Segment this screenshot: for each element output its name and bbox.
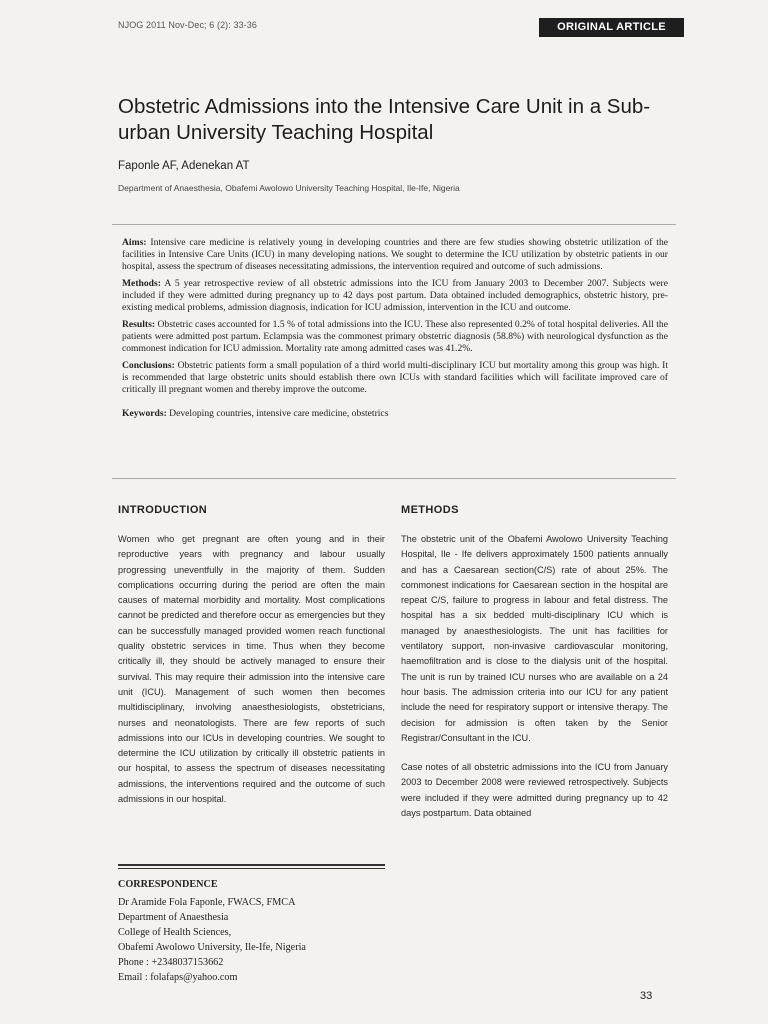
- correspondence-heading: CORRESPONDENCE: [118, 879, 218, 890]
- correspondence-university: Obafemi Awolowo University, Ile-Ife, Nigeria: [118, 942, 306, 953]
- abstract-methods-text: A 5 year retrospective review of all obstetric admissions into the ICU from January 2003 to December 2007. Subjects were included if they were admitted during pregnancy up to 42 days post partum. Data obtained included demographics, obstetric history, pre-existing medical problems, admission diagnosis, indication for ICU admission, intervention in the ICU and outcome.: [122, 278, 668, 313]
- abstract-aims-text: Intensive care medicine is relatively young in developing countries and there are few studies showing obstetric utilization of the facilities in Intensive Care Units (ICU) in many developing nations. We sought to determine the ICU utilization by obstetric patients in our hospital, assess the spectrum of diseases necessitating admissions, the intervention required and outcome of such admissions.: [122, 237, 669, 272]
- abstract-keywords-text: Developing countries, intensive care medicine, obstetrics: [169, 408, 389, 419]
- abstract-keywords: [122, 408, 668, 420]
- abstract-aims: [122, 237, 668, 273]
- abstract-methods: [122, 278, 668, 314]
- article-type-badge: ORIGINAL ARTICLE: [539, 18, 684, 37]
- correspondence-divider-thin: [118, 868, 385, 869]
- introduction-section: [118, 504, 385, 821]
- affiliation: Department of Anaesthesia, Obafemi Awolowo University Teaching Hospital, Ile-Ife, Nigeria: [118, 183, 460, 193]
- introduction-heading: INTRODUCTION: [118, 504, 208, 516]
- correspondence-department: Department of Anaesthesia: [118, 912, 229, 923]
- abstract-keywords-label: Keywords:: [122, 408, 167, 419]
- methods-section: [401, 504, 668, 835]
- correspondence-college: College of Health Sciences,: [118, 927, 232, 938]
- abstract-conclusions-label: Conclusions:: [122, 360, 175, 371]
- methods-paragraph-1: The obstetric unit of the Obafemi Awolowo University Teaching Hospital, Ile - Ife delivers approximately 1500 patients annually and has a Caesarean section(C/S) rate of about 25%. The commonest indications for Caesarean section in the hospital are repeat C/S, failure to progress in labour and fetal distress. The hospital has a six bedded multi-disciplinary ICU which is managed by anaesthesiologists. The unit has facilities for ventilatory support, non-invasive cardiovascular monitoring, haemofiltration and is close to the dialysis unit of the hospital. The unit is run by trained ICU nurses who are available on a 24 hour basis. The admission criteria into our ICU for any patient include the need for respiratory support or intensive therapy. The decision for admission is often taken by the Senior Registrar/Consultant in the ICU.: [401, 534, 668, 743]
- correspondence-block: [118, 877, 398, 985]
- journal-reference: NJOG 2011 Nov-Dec; 6 (2): 33-36: [118, 20, 257, 30]
- correspondence-name: Dr Aramide Fola Faponle, FWACS, FMCA: [118, 897, 296, 908]
- abstract-methods-label: Methods:: [122, 278, 161, 289]
- correspondence-phone: Phone : +2348037153662: [118, 957, 224, 968]
- abstract-results: [122, 319, 668, 355]
- article-title: Obstetric Admissions into the Intensive Care Unit in a Sub-urban University Teaching Hospital: [118, 95, 651, 144]
- authors: Faponle AF, Adenekan AT: [118, 160, 250, 172]
- page-number: 33: [640, 990, 653, 1002]
- introduction-paragraph: Women who get pregnant are often young and in their reproductive years with pregnancy and labour usually progressing uneventfully in the majority of them. Sudden complications occurring during the period are often the main causes of maternal morbidity and mortality. Most complications cannot be predicted and therefore occur as emergencies but they can be successfully managed provided women reach functional quality obstetric services in time. Thus when they become critically ill, they should be actively managed to ensure their survival. This may require their admission into the intensive care unit (ICU). Management of such women then becomes multidisciplinary, involving anaesthesiologists, obstetricians, nurses and neonatologists. There are few reports of such admissions into our ICUs in developing countries. We sought to determine the ICU utilization by critically ill obstetric patients in our hospital, to assess the spectrum of diseases necessitating admissions, the interventions required and the outcome of such admissions in our hospital.: [118, 534, 385, 805]
- abstract-aims-label: Aims:: [122, 237, 147, 248]
- abstract-results-label: Results:: [122, 319, 156, 330]
- methods-heading: METHODS: [401, 504, 459, 516]
- abstract-conclusions: [122, 360, 668, 396]
- abstract-results-text: Obstetric cases accounted for 1.5 % of total admissions into the ICU. These also represented 0.2% of total hospital deliveries. All the patients were admitted post partum. Eclampsia was the commonest primary obstetric diagnosis (58.8%) with neurological dysfunction as the commonest indication for ICU admission. Mortality rate among admitted cases was 41.2%.: [122, 319, 668, 354]
- abstract-conclusions-text: Obstetric patients form a small population of a third world multi-disciplinary ICU but mortality among this group was high. It is recommended that large obstetric units should establish there own ICUs with standard facilities which will facilitate improved care of critically ill pregnant women and thereby improve the outcome.: [122, 360, 668, 395]
- methods-paragraph-2: Case notes of all obstetric admissions into the ICU from January 2003 to December 2008 were reviewed retrospectively. Subjects were included if they were admitted during pregnancy up to 42 days postpartum. Data obtained: [401, 762, 668, 819]
- abstract-box: [112, 224, 676, 479]
- correspondence-email: Email : folafaps@yahoo.com: [118, 972, 238, 983]
- correspondence-divider: [118, 864, 385, 866]
